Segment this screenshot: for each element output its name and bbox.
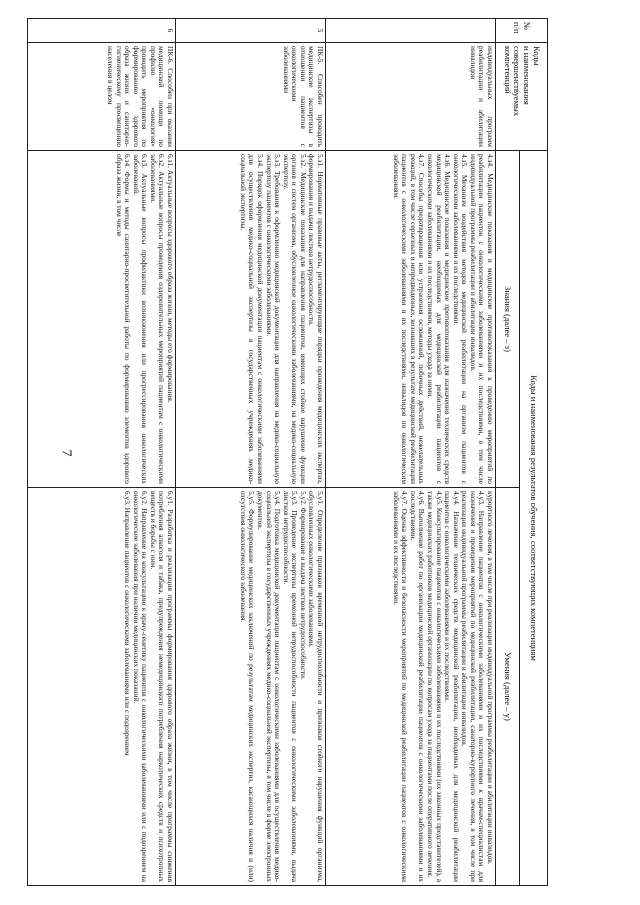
table-row [326, 19, 496, 886]
table-row [28, 19, 176, 886]
page-number: 7 [58, 449, 74, 457]
knowledge-cell: 4.з4. Медицинские показания и медицинские противопоказания к проведению мероприятий по реабилитации пациентов с онкологическими заболеваниями и их последствиями, в том числе индивидуальной программы реабилитации и абилитации инвалидов. 4.з5. Механизм воздействия методов медицинской реабилитации на организм пациентов с онкологическими заболеваниями и их последствиями. 4.з6. Медицинские показания и медицинские противопоказания для назначения технических средств медицинской реабилитации, необходимых для медицинской реабилитации пациентов с онкологическими заболеваниями и их последствиями, методы ухода за ними. 4.з7. Способы предотвращения или устранения осложнений, побочных действий, нежелательных реакций, в том числе серьезных и непредвиденных, возникших в результате медицинской реабилитации пациентов с онкологическими заболеваниями и их последствиями, инвалидов по онкологическим заболеваниям. [326, 151, 496, 488]
header-learning-results: Коды и наименования результатов обучения, соответствующих компетенциям [520, 151, 548, 886]
row-number: 5 [176, 19, 326, 43]
competency-table [27, 18, 548, 886]
competency-cell: ПК-6. Способен при оказании медицинской помощи по профилю «онкология» проводить мероприятия по формированию здорового образа жизни и санитарно-гигиеническому просвещению населения в целом [28, 43, 176, 151]
competency-cell: индивидуальных программ реабилитации и абилитации инвалидов [326, 43, 496, 151]
row-number [326, 19, 496, 43]
competency-cell: ПК-5. Способен проводить медицинские экспертизы в отношении пациентов с онкологическими заболеваниями [176, 43, 326, 151]
skills-cell: 6.у1. Разработка и реализация программы формирования здорового образа жизни, в том числе программы снижения потребления алкоголя и табака, предупреждения немедицинского потребления наркотических средств и психотропных веществ и борьбы с ним. 6.у2. Направление на консультацию к врачу-генетику пациентов с онкологическими заболеваниями или с подозрением на онкологические заболевания при наличии медицинских показаний. 6.у3. Направление пациентов с онкологическими заболеваниями или с подозрением [28, 488, 176, 886]
header-skills: Умения (далее – у) [496, 488, 520, 886]
header-knowledge: Знания (далее – з) [496, 151, 520, 488]
table-row [176, 19, 326, 886]
row-number: 6 [28, 19, 176, 43]
header-number: № п/п [496, 19, 548, 43]
skills-cell: курортного лечения, в том числе при реализации индивидуальной программы реабилитации и абилитации инвалидов. 4.у3. Направление пациентов с онкологическими заболеваниями и их последствиями к врачам-специалистам для назначения и проведения мероприятий по медицинской реабилитации, санаторно-курортного лечения, в том числе при реализации индивидуальной программы реабилитации и абилитации инвалидов. 4.у4. Назначение технических средств медицинской реабилитации, необходимых для медицинской реабилитации пациентов с онкологическими заболеваниями и их последствиями. 4.у5. Консультирование пациентов с онкологическими заболеваниями и их последствиями (их законных представителей), а также медицинских работников медицинской организации по вопросам ухода за пациентами после оперативного лечения. 4.у6. Выполнение работ по организации медицинской реабилитации пациентов с онкологическими заболеваниями и их последствиями. 4.у7. Оценка эффективности и безопасности мероприятий по медицинской реабилитации пациентов с онкологическими заболеваниями и их последствиями. [326, 488, 496, 886]
skills-cell: 5.у1. Определение признаков временной нетрудоспособности и признаков стойкого нарушения функций организма, обусловленных онкологическими заболеваниями. 5.у2. Формирование и выдача листков нетрудоспособности. 5.у3. Проведение экспертизы временной нетрудоспособности пациентов с онкологическими заболеваниями, выдача листков нетрудоспособности. 5.у4. Подготовка медицинской документации пациентам с онкологическими заболеваниями для осуществления медико-социальной экспертизы в государственных учреждениях медико-социальной экспертизы, в том числе в форме электронных документов. 5.у5. Формулирование медицинских заключений по результатам медицинских экспертиз, касающихся наличия и (или) отсутствия онкологического заболевания. [176, 488, 326, 886]
knowledge-cell: 5.з1. Нормативные правовые акты, регламентирующие порядки проведения медицинских экспертиз, формирования и выдачи листков нетрудоспособности. 5.з2. Медицинские показания для направления пациентов, имеющих стойкое нарушение функции органов и систем организма, обусловленное онкологическими заболеваниями, на медико-социальную экспертизу. 5.з3. Требования к оформлению медицинской документации для направления на медико-социальную экспертизу пациентов с онкологическими заболеваниями. 5.з4. Порядок оформления медицинской документации пациентам с онкологическими заболеваниями для осуществления медико-социальной экспертизы в государственных учреждениях медико-социальной экспертизы. [176, 151, 326, 488]
knowledge-cell: 6.з1. Актуальные вопросы здорового образа жизни, методы его формирования. 6.з2. Актуальные вопросы проведения оздоровительных мероприятий пациентам с онкологическими заболеваниями. 6.з3. Актуальные вопросы профилактики возникновения или прогрессирования онкологических заболеваний. 6.з4. Формы и методы санитарно-просветительной работы по формированию элементов здорового образа жизни, в том числе [28, 151, 176, 488]
header-competency-codes: Коды и наименования совершенствуемых компетенций [496, 43, 548, 151]
